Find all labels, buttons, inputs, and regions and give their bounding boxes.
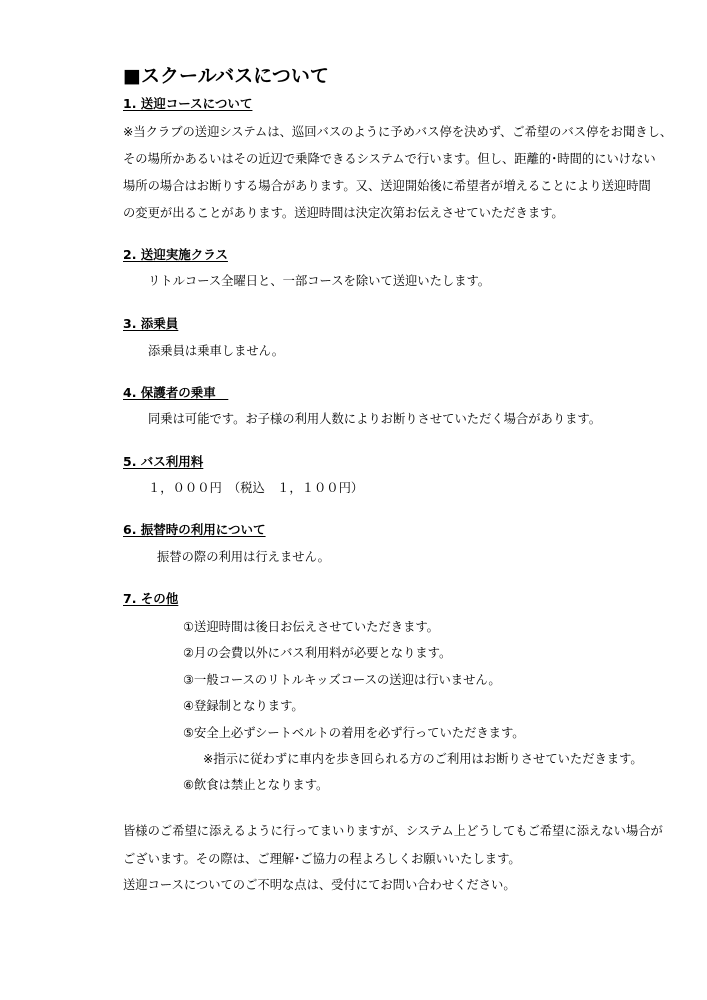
section-heading-6: 6. 振替時の利用について <box>123 522 266 537</box>
section-heading-1: 1. 送迎コースについて <box>123 96 253 111</box>
section-7-item-5: ⑤安全上必ずシートベルトの着用を必ず行っていただきます。 <box>183 726 525 740</box>
section-7-item-2: ②月の会費以外にバス利用料が必要となります。 <box>183 646 452 660</box>
section-5-line-1: １，０００円 （税込 １，１００円） <box>148 481 364 495</box>
section-heading-2: 2. 送迎実施クラス <box>123 247 228 262</box>
section-heading-5: 5. バス利用料 <box>123 454 204 469</box>
closing-line-1: 皆様のご希望に添えるように行ってまいりますが、システム上どうしてもご希望に添えない場合が <box>123 824 663 838</box>
section-7-item-6: ⑥飲食は禁止となります。 <box>183 778 329 792</box>
section-heading-7: 7. その他 <box>123 591 179 606</box>
section-2-line-1: リトルコース全曜日と、一部コースを除いて送迎いたします。 <box>148 274 491 288</box>
section-7-item-1: ①送迎時間は後日お伝えさせていただきます。 <box>183 620 439 634</box>
section-3-line-1: 添乗員は乗車しません。 <box>148 344 285 358</box>
section-1-line-1: ※当クラブの送迎システムは、巡回バスのように予めバス停を決めず、ご希望のバス停をお聞きし、 <box>123 125 673 139</box>
section-4-line-1: 同乗は可能です。お子様の利用人数によりお断りさせていただく場合があります。 <box>148 412 602 426</box>
section-1-line-3: 場所の場合はお断りする場合があります。又、送迎開始後に希望者が増えることにより送迎時間 <box>123 179 651 193</box>
section-heading-3: 3. 添乗員 <box>123 316 179 331</box>
closing-line-2: ございます。その際は、ご理解･ご協力の程よろしくお願いいたします。 <box>123 852 521 866</box>
closing-line-3: 送迎コースについてのご不明な点は、受付にてお問い合わせください。 <box>123 878 516 892</box>
section-6-line-1: 振替の際の利用は行えません。 <box>157 550 330 564</box>
section-1-line-2: その場所かあるいはその近辺で乗降できるシステムで行います。但し、距離的･時間的にいけない <box>123 152 656 166</box>
section-7-note: ※指示に従わずに車内を歩き回られる方のご利用はお断りさせていただきます。 <box>203 752 643 766</box>
section-1-line-4: の変更が出ることがあります。送迎時間は決定次第お伝えさせていただきます。 <box>123 206 564 220</box>
page-title: ■スクールバスについて <box>123 65 329 87</box>
section-7-item-4: ④登録制となります。 <box>183 699 304 713</box>
section-heading-4: 4. 保護者の乗車 <box>123 385 229 400</box>
section-7-item-3: ③一般コースのリトルキッズコースの送迎は行いません。 <box>183 673 501 687</box>
